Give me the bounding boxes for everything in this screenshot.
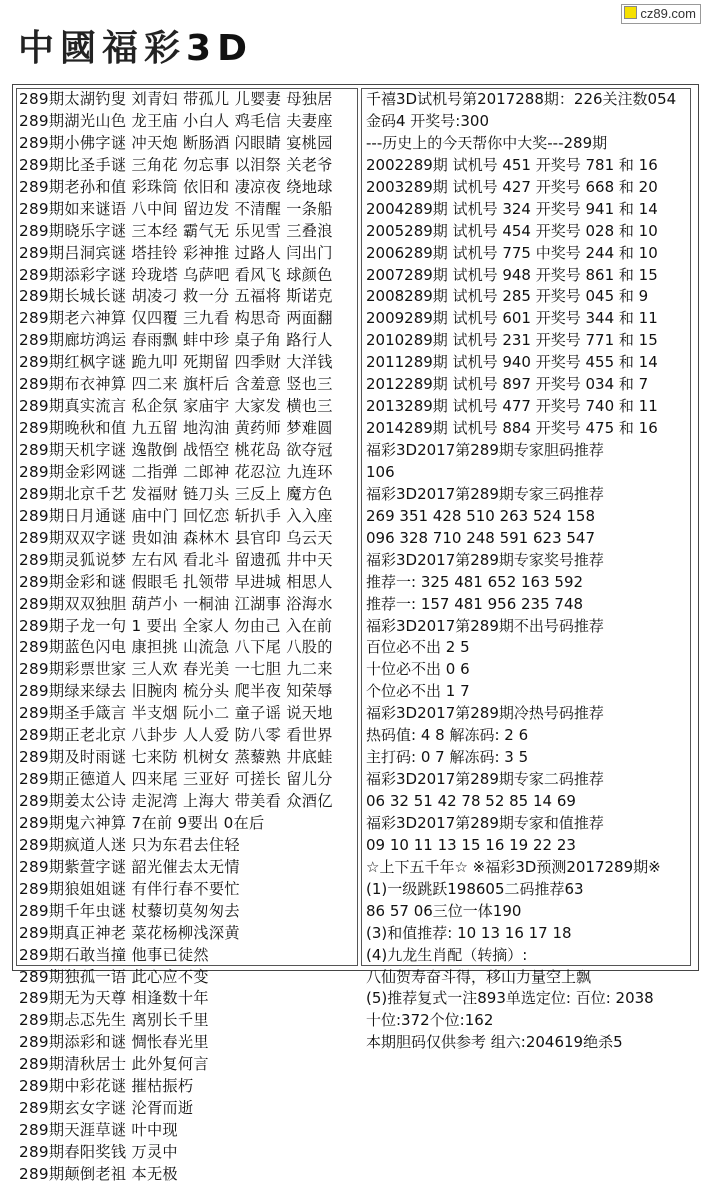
riddle-column	[16, 88, 358, 1183]
riddle-row: 289期无为天尊 相逢数十年	[19, 989, 209, 1008]
riddle-row: 289期真正神老 菜花杨柳浅深黄	[19, 923, 240, 942]
page-title	[18, 20, 253, 71]
riddle-row: 289期红枫字谜 跪九叩 死期留 四季财 大洋钱	[19, 353, 333, 372]
forecast-row: 福彩3D2017第289期专家胆码推荐	[366, 441, 604, 459]
forecast-row: 百位必不出 2 5	[366, 638, 470, 657]
watermark-badge	[621, 4, 701, 24]
riddle-row: 289期北京千艺 发福财 链刀头 三反上 魔方色	[19, 484, 333, 503]
forecast-row: 八仙贺寿奋斗得，移山力量空上飘	[366, 967, 592, 986]
forecast-row: ☆上下五千年☆ ※福彩3D预测2017289期※	[366, 857, 661, 876]
forecast-row: 2002289期 试机号 451 开奖号 781 和 16	[366, 155, 658, 174]
riddle-row: 289期布衣神算 四二来 旗杆后 含羞意 竖也三	[19, 375, 333, 394]
forecast-row: 福彩3D2017第289期专家奖号推荐	[366, 550, 604, 569]
riddle-row: 289期比圣手谜 三角花 勿忘事 以泪祭 关老爷	[19, 155, 333, 174]
riddle-row: 289期双双独胆 葫芦小 一桐油 江湖事 浴海水	[19, 594, 333, 613]
forecast-row: 2012289期 试机号 897 开奖号 034 和 7	[366, 375, 649, 394]
riddle-row: 289期长城长谜 胡凌刁 救一分 五福将 斯诺克	[19, 287, 333, 306]
riddle-row: 289期如来谜语 八中间 留边发 不清醒 一条船	[19, 199, 333, 218]
forecast-row: 096 328 710 248 591 623 547	[366, 528, 596, 547]
riddle-row: 289期狼姐姐谜 有伴行春不要忙	[19, 879, 240, 898]
riddle-row: 289期千年虫谜 杖藜切莫匆匆去	[19, 901, 240, 920]
forecast-row: 本期胆码仅供参考 组六:204619绝杀5	[366, 1033, 623, 1052]
riddle-row: 289期正德道人 四来尾 三亚好 可搓长 留儿分	[19, 770, 333, 789]
riddle-row: 289期颠倒老祖 本无极	[19, 1164, 178, 1183]
forecast-row: 2007289期 试机号 948 开奖号 861 和 15	[366, 265, 658, 284]
riddle-row: 289期鬼六神算 7在前 9要出 0在后	[19, 813, 265, 832]
forecast-row: ---历史上的今天帮你中大奖---289期	[366, 133, 608, 152]
forecast-row: 2014289期 试机号 884 开奖号 475 和 16	[366, 419, 658, 438]
riddle-row: 289期廊坊鸿运 春雨飘 蚌中珍 桌子角 路行人	[19, 331, 333, 350]
forecast-row: (4)九龙生肖配（转摘）:	[366, 945, 528, 964]
riddle-row: 289期小佛字谜 冲天炮 断肠酒 闪眼睛 宴桃园	[19, 133, 333, 152]
forecast-row: 主打码: 0 7 解冻码: 3 5	[366, 748, 529, 767]
riddle-row: 289期双双字谜 贵如油 森林木 县官印 乌云天	[19, 528, 333, 547]
forecast-row: 福彩3D2017第289期专家三码推荐	[366, 484, 604, 503]
riddle-row: 289期添彩字谜 玲珑塔 乌萨吧 看风飞 球颜色	[19, 265, 333, 284]
riddle-row: 289期金彩网谜 二指弹 二郎神 花忍泣 九连环	[19, 462, 333, 481]
forecast-row: 推荐一: 157 481 956 235 748	[366, 594, 584, 613]
riddle-row: 289期春阳奖钱 万灵中	[19, 1143, 178, 1161]
riddle-row: 289期老六神算 仅四覆 三九看 构思奇 两面翻	[19, 309, 333, 328]
riddle-row: 289期晚秋和值 九五留 地沟油 黄药师 梦难圆	[19, 419, 333, 438]
riddle-row: 289期及时雨谜 七来防 机树女 蒸藜熟 井底蛙	[19, 748, 333, 767]
forecast-row: 福彩3D2017第289期不出号码推荐	[366, 616, 604, 635]
riddle-row: 289期正老北京 八卦步 人人爱 防八零 看世界	[19, 726, 333, 745]
forecast-row: 2010289期 试机号 231 开奖号 771 和 15	[366, 331, 658, 350]
title-chinese: 中國福彩	[18, 27, 187, 69]
forecast-row: 2004289期 试机号 324 开奖号 941 和 14	[366, 199, 658, 218]
forecast-row: 推荐一: 325 481 652 163 592	[366, 572, 584, 591]
forecast-row: 十位:372个位:162	[366, 1011, 494, 1030]
forecast-row: 2009289期 试机号 601 开奖号 344 和 11	[366, 309, 658, 328]
forecast-row: 热码值: 4 8 解冻码: 2 6	[366, 726, 529, 745]
riddle-row: 289期金彩和谜 假眼毛 扎领带 早进城 相思人	[19, 572, 333, 591]
riddle-row: 289期晓乐字谜 三本经 霸气无 乐见雪 三叠浪	[19, 221, 333, 240]
riddle-row: 289期太湖钓叟 刘青妇 带孤儿 儿婴妻 母独居	[19, 90, 333, 108]
riddle-row: 289期蓝色闪电 康担挑 山流急 八下尾 八股的	[19, 638, 333, 657]
watermark-square-icon	[624, 6, 637, 19]
riddle-row: 289期子龙一句 1 要出 全家人 勿由己 入在前	[19, 616, 333, 635]
riddle-row: 289期忐忑先生 离别长千里	[19, 1011, 209, 1030]
riddle-row: 289期姜太公诗 走泥湾 上海大 带美看 众酒亿	[19, 792, 333, 810]
riddle-row: 289期添彩和谜 惆怅春光里	[19, 1033, 209, 1052]
watermark-text: cz89.com	[640, 6, 696, 21]
riddle-row: 289期灵狐说梦 左右风 看北斗 留遗孤 井中天	[19, 550, 333, 569]
riddle-row: 289期中彩花谜 摧枯振朽	[19, 1077, 194, 1096]
forecast-row: 06 32 51 42 78 52 85 14 69	[366, 792, 576, 810]
forecast-row: 福彩3D2017第289期专家二码推荐	[366, 770, 604, 789]
riddle-row: 289期彩票世家 三人欢 春光美 一七胆 九二来	[19, 660, 333, 679]
title-3d: 3D	[186, 28, 253, 69]
page-header	[0, 0, 709, 84]
forecast-row: 2011289期 试机号 940 开奖号 455 和 14	[366, 353, 658, 372]
forecast-row: 2013289期 试机号 477 开奖号 740 和 11	[366, 397, 658, 416]
forecast-row: (5)推荐复式一注893单选定位: 百位: 2038	[366, 989, 654, 1008]
riddle-row: 289期湖光山色 龙王庙 小白人 鸡毛信 夫妻座	[19, 111, 333, 130]
riddle-row: 289期绿来绿去 旧腕肉 梳分头 爬半夜 知荣辱	[19, 682, 333, 701]
forecast-row: (3)和值推荐: 10 13 16 17 18	[366, 923, 572, 942]
riddle-row: 289期吕洞宾谜 塔挂铃 彩神推 过路人 闫出门	[19, 243, 333, 262]
riddle-row: 289期圣手箴言 半支烟 阮小二 童子谣 说天地	[19, 704, 333, 723]
forecast-row: 2003289期 试机号 427 开奖号 668 和 20	[366, 177, 658, 196]
riddle-row: 289期独孤一语 此心应不变	[19, 967, 209, 986]
forecast-row: 金码4 开奖号:300	[366, 111, 489, 130]
forecast-column	[361, 88, 691, 1052]
forecast-row: 2005289期 试机号 454 开奖号 028 和 10	[366, 221, 658, 240]
forecast-row: 十位必不出 0 6	[366, 660, 470, 679]
riddle-row: 289期天涯草谜 叶中现	[19, 1121, 178, 1140]
riddle-row: 289期石敢当撞 他事已徒然	[19, 945, 209, 964]
riddle-row: 289期清秋居士 此外复何言	[19, 1055, 209, 1074]
riddle-row: 289期真实流言 私企氛 家庙宇 大家发 横也三	[19, 397, 333, 416]
forecast-row: 86 57 06三位一体190	[366, 901, 522, 920]
forecast-row: 千禧3D试机号第2017288期：226关注数054	[366, 90, 677, 108]
riddle-row: 289期玄女字谜 沦胥而逝	[19, 1099, 194, 1118]
riddle-row: 289期天机字谜 逸散倒 战悟空 桃花岛 欲夺冠	[19, 441, 333, 459]
riddle-row: 289期老孙和值 彩珠筒 依旧和 凄凉夜 绕地球	[19, 177, 333, 196]
forecast-row: 2008289期 试机号 285 开奖号 045 和 9	[366, 287, 649, 306]
forecast-row: (1)一级跳跃198605二码推荐63	[366, 879, 584, 898]
riddle-row: 289期疯道人迷 只为东君去住轻	[19, 835, 240, 854]
forecast-row: 2006289期 试机号 775 中奖号 244 和 10	[366, 243, 658, 262]
forecast-row: 106	[366, 462, 395, 481]
riddle-row: 289期日月通谜 庙中门 回忆恋 斩扒手 入入座	[19, 506, 333, 525]
forecast-row: 269 351 428 510 263 524 158	[366, 506, 596, 525]
riddle-row: 289期紫萱字谜 韶光催去太无情	[19, 857, 240, 876]
forecast-row: 福彩3D2017第289期冷热号码推荐	[366, 704, 604, 723]
forecast-row: 个位必不出 1 7	[366, 682, 470, 701]
forecast-row: 09 10 11 13 15 16 19 22 23	[366, 835, 576, 854]
forecast-row: 福彩3D2017第289期专家和值推荐	[366, 813, 604, 832]
